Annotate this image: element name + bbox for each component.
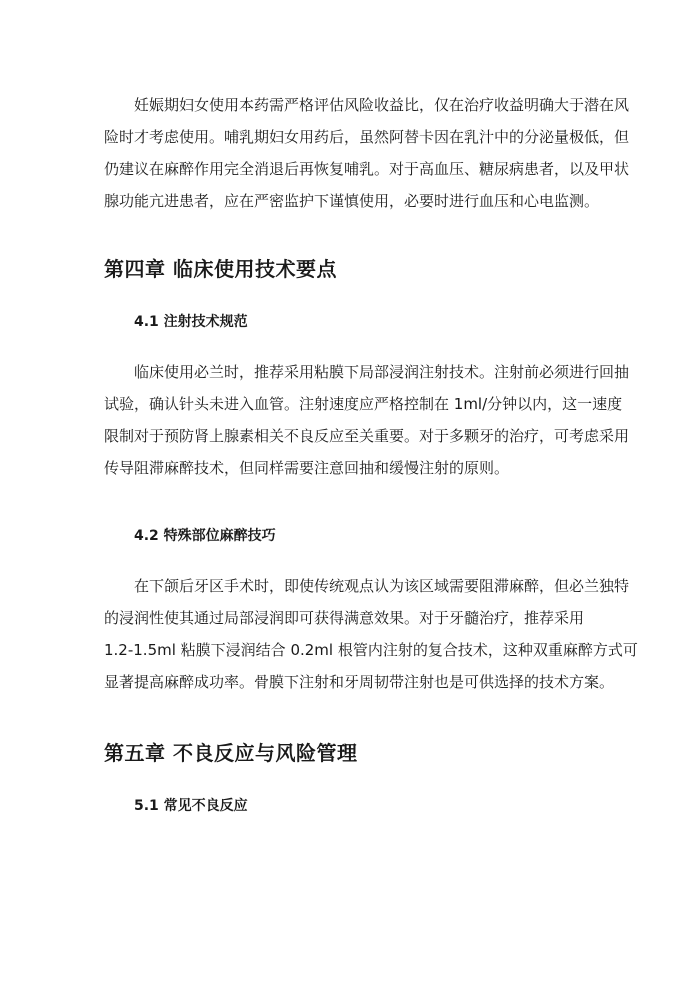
paragraph-special-site-anesthesia	[104, 570, 638, 698]
paragraph-line: 仍建议在麻醉作用完全消退后再恢复哺乳。对于高血压、糖尿病患者，以及甲状	[104, 160, 630, 178]
paragraph-line: 1.2-1.5ml 粘膜下浸润结合 0.2ml 根管内注射的复合技术，这种双重麻醉方式可	[104, 641, 638, 659]
paragraph-line: 妊娠期妇女使用本药需严格评估风险收益比，仅在治疗收益明确大于潜在风	[134, 96, 630, 114]
paragraph-line: 在下颌后牙区手术时，即使传统观点认为该区域需要阻滞麻醉，但必兰独特	[134, 577, 630, 595]
section-5-1-heading: 5.1 常见不良反应	[134, 798, 248, 814]
paragraph-pregnancy-and-contraindications	[104, 89, 630, 217]
section-4-1-heading: 4.1 注射技术规范	[134, 314, 248, 330]
paragraph-line: 腺功能亢进患者，应在严密监护下谨慎使用，必要时进行血压和心电监测。	[104, 192, 600, 210]
paragraph-line: 的浸润性使其通过局部浸润即可获得满意效果。对于牙髓治疗，推荐采用	[104, 609, 585, 627]
chapter-4-heading: 第四章 临床使用技术要点	[104, 257, 337, 281]
paragraph-line: 临床使用必兰时，推荐采用粘膜下局部浸润注射技术。注射前必须进行回抽	[134, 363, 630, 381]
section-4-2-heading: 4.2 特殊部位麻醉技巧	[134, 528, 276, 544]
paragraph-line: 显著提高麻醉成功率。骨膜下注射和牙周韧带注射也是可供选择的技术方案。	[104, 673, 615, 691]
paragraph-line: 试验，确认针头未进入血管。注射速度应严格控制在 1ml/分钟以内，这一速度	[104, 395, 623, 413]
paragraph-line: 险时才考虑使用。哺乳期妇女用药后，虽然阿替卡因在乳汁中的分泌量极低，但	[104, 128, 630, 146]
paragraph-injection-technique	[104, 356, 630, 484]
chapter-5-heading: 第五章 不良反应与风险管理	[104, 741, 358, 765]
paragraph-line: 传导阻滞麻醉技术，但同样需要注意回抽和缓慢注射的原则。	[104, 459, 510, 477]
paragraph-line: 限制对于预防肾上腺素相关不良反应至关重要。对于多颗牙的治疗，可考虑采用	[104, 427, 630, 445]
